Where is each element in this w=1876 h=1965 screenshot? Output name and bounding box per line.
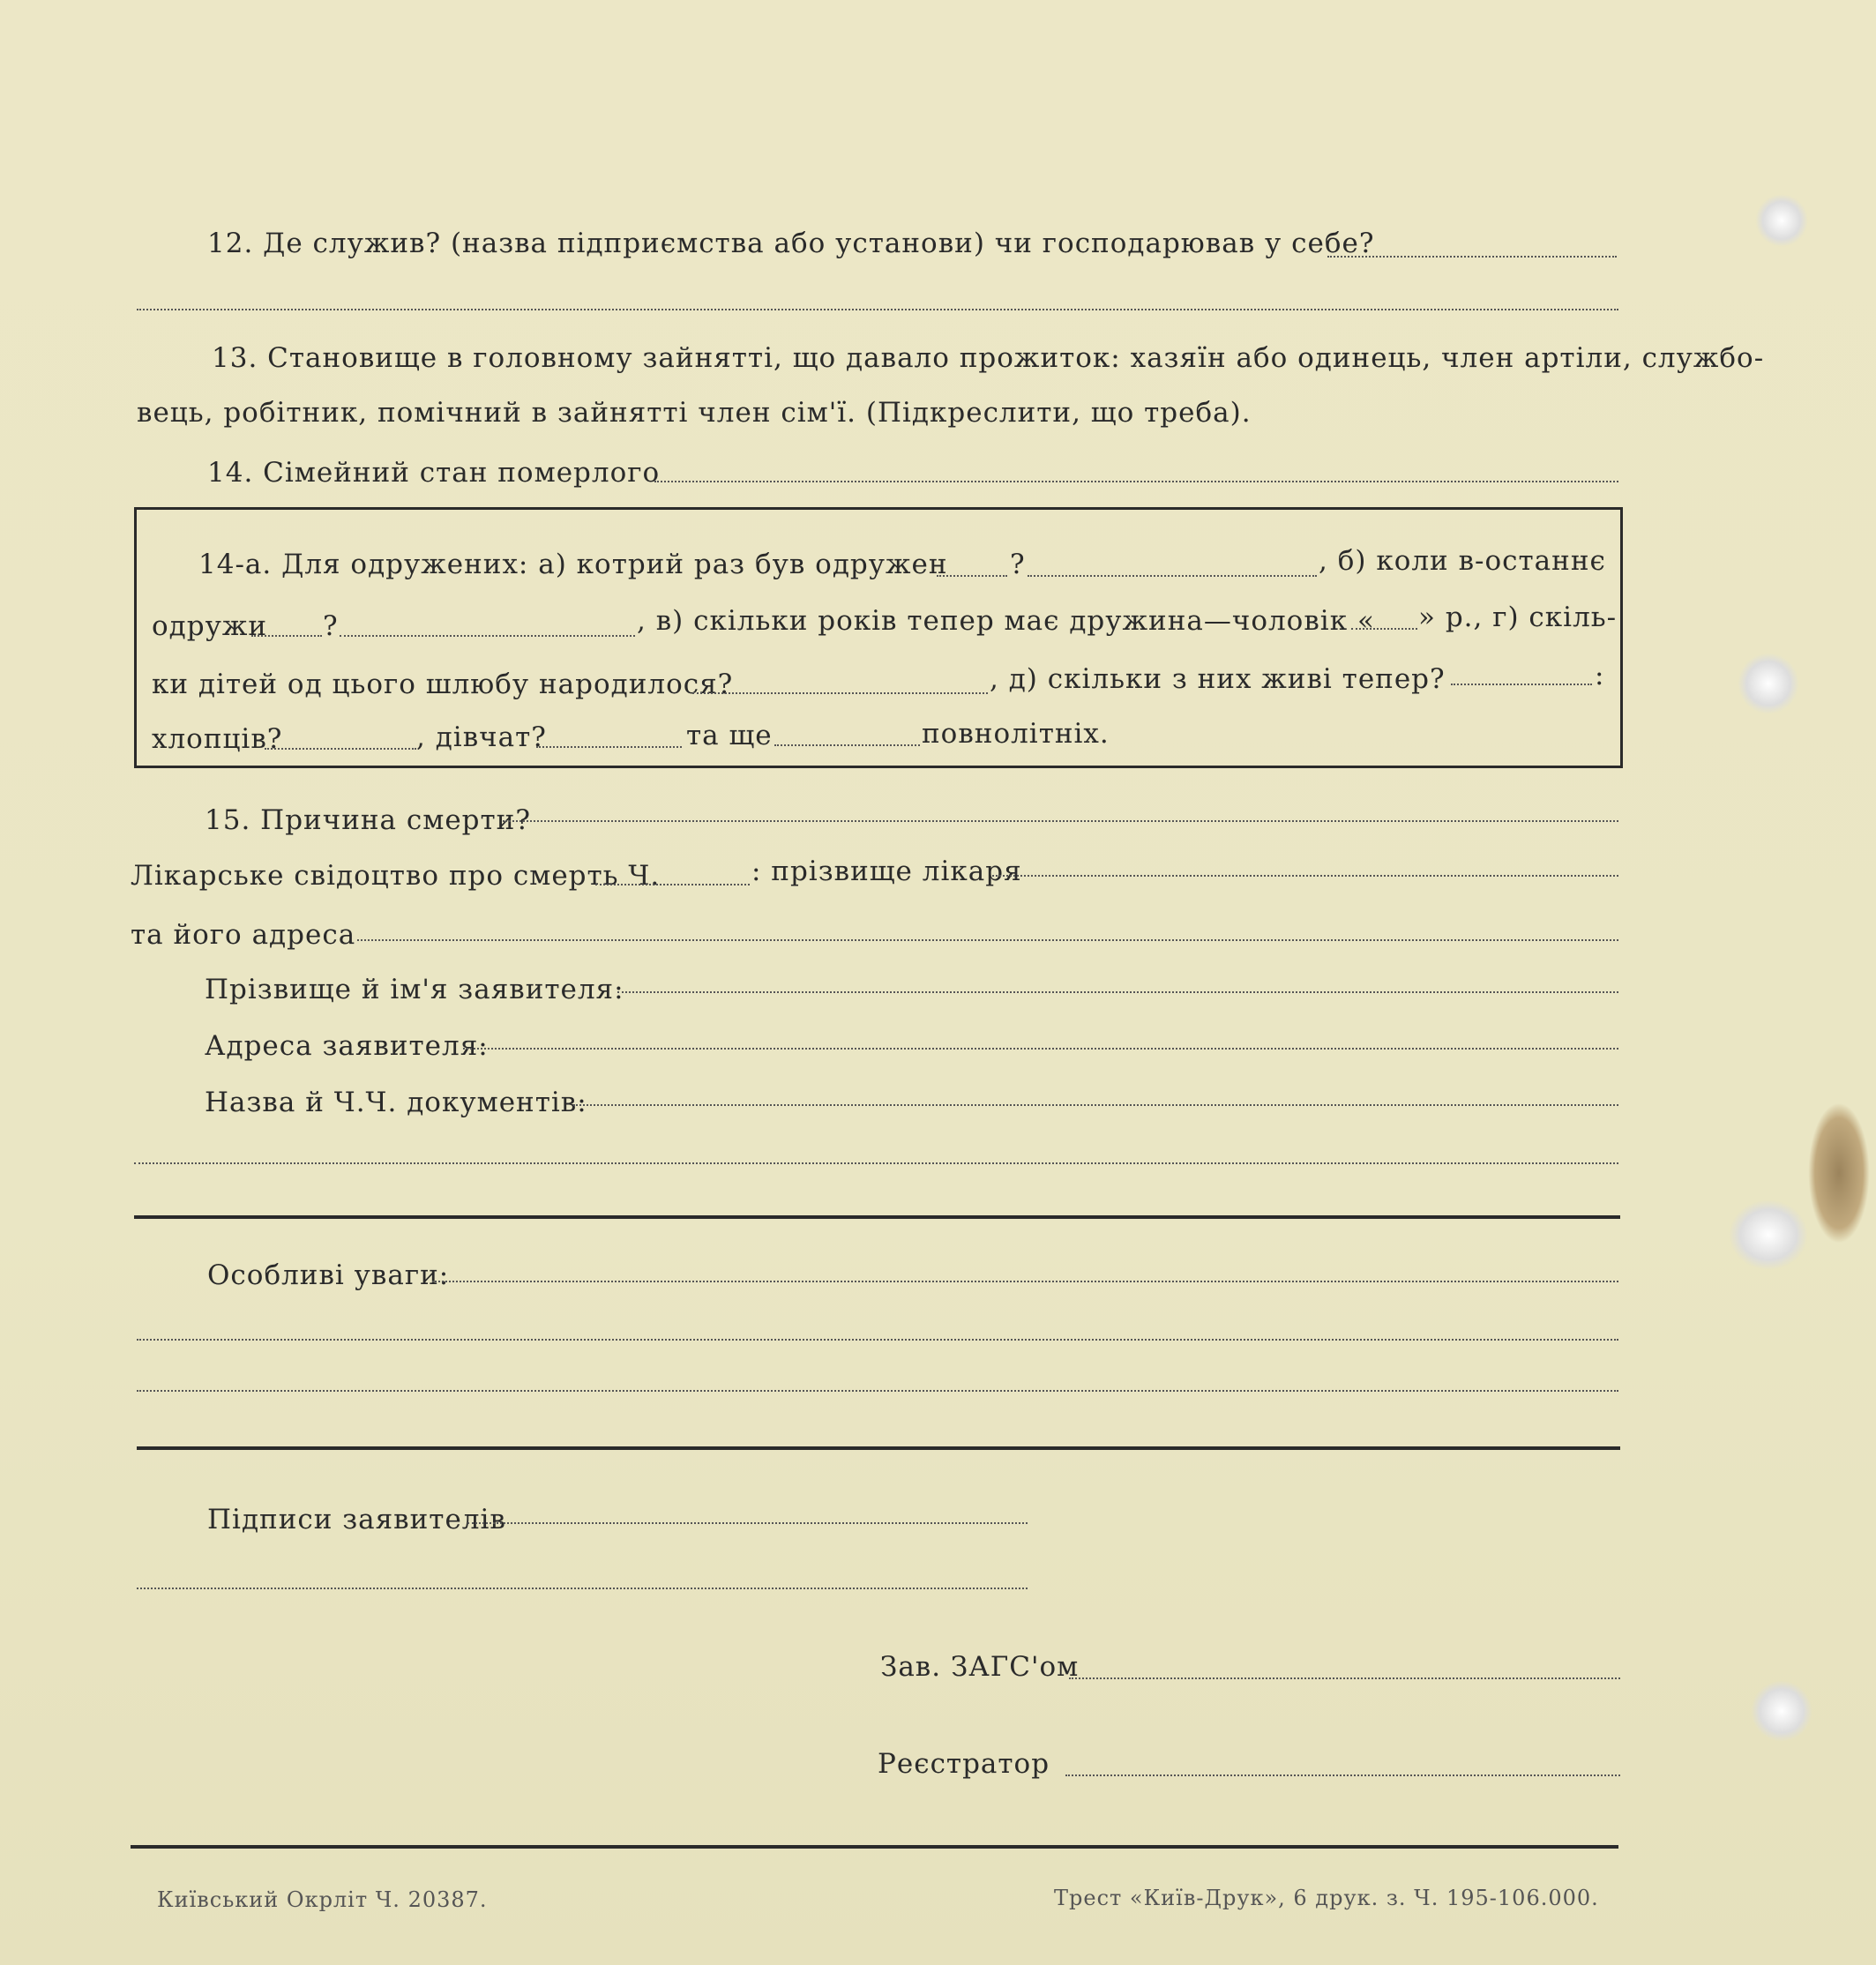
q14a-line3-c: : — [1595, 660, 1605, 691]
applicant-addr-label: Адреса заявителя: — [205, 1030, 489, 1062]
q14a-line2-a: одружи — [152, 610, 268, 642]
q14-fill — [654, 481, 1618, 482]
paper-hole — [1738, 653, 1799, 714]
q14a-line1-q: ? — [1010, 549, 1026, 580]
head-fill — [1069, 1677, 1620, 1679]
q14a-line4-c: та ще — [686, 720, 773, 751]
q14a-line3-a: ки дітей од цього шлюбу народилося? — [152, 669, 734, 700]
q14a-when-fill-2 — [340, 635, 635, 637]
applicant-name-fill — [617, 991, 1618, 993]
signatures-fill-1 — [467, 1522, 1028, 1524]
registrar-fill — [1065, 1774, 1620, 1776]
q14a-children-fill — [692, 692, 988, 694]
q14a-times-fill-2 — [1028, 575, 1317, 577]
documents-label: Назва й Ч.Ч. документів: — [205, 1087, 587, 1118]
doctor-label: : прізвище лікаря — [751, 855, 1022, 887]
med-cert-label: Лікарське свідоцтво про смерть Ч. — [131, 860, 661, 892]
doctor-addr-label: та його адреса — [131, 919, 356, 951]
signatures-label: Підписи заявителів — [207, 1504, 506, 1535]
q14a-line4-b: , дівчат? — [416, 721, 547, 753]
registrar-label: Реєстратор — [878, 1748, 1050, 1780]
q12-fill — [1327, 256, 1617, 258]
head-label: Зав. ЗАГС'ом — [880, 1651, 1080, 1683]
doctor-addr-fill — [357, 939, 1618, 941]
q14a-times-fill — [937, 575, 1007, 577]
q14a-girls-fill — [536, 746, 682, 748]
documents-fill — [573, 1104, 1618, 1106]
q14a-spouse-age-fill — [1351, 628, 1417, 630]
q14a-line2-b: , в) скільки років тепер має дружина—чоловік « — [637, 605, 1375, 637]
q13-line2: вець, робітник, помічний в зайнятті член сім'ї. (Підкреслити, що треба). — [137, 397, 1252, 429]
remarks-fill-2 — [137, 1339, 1618, 1341]
med-cert-fill — [595, 884, 750, 885]
q14a-adults-fill — [774, 744, 920, 746]
q14a-line3-b: , д) скільки з них живі тепер? — [990, 663, 1446, 695]
paper-hole — [1755, 194, 1808, 247]
q12-fill-2 — [137, 309, 1618, 310]
section-rule — [134, 1215, 1620, 1219]
paper-hole — [1729, 1199, 1808, 1270]
footer-right: Трест «Київ-Друк», 6 друк. з. Ч. 195-106.000. — [1054, 1886, 1599, 1910]
q14a-line4-a: хлопців? — [152, 723, 283, 755]
q15-label: 15. Причина смерти? — [205, 804, 531, 836]
q14a-line2-q: ? — [323, 610, 339, 642]
q13-line1: 13. Становище в головному зайнятті, що давало прожиток: хазяїн або одинець, член артіли, службо- — [212, 342, 1765, 374]
q14a-boys-fill — [265, 748, 416, 750]
paper-stain — [1808, 1102, 1870, 1244]
section-rule-2 — [137, 1446, 1620, 1450]
q14a-line4-d: повнолітніх. — [922, 718, 1110, 750]
q14a-line2-c: » р., г) скіль- — [1418, 601, 1618, 633]
footer-left: Київський Окрліт Ч. 20387. — [157, 1887, 488, 1912]
q14-label: 14. Сімейний стан померлого — [207, 457, 661, 489]
paper-hole — [1751, 1680, 1812, 1742]
doctor-fill — [992, 875, 1618, 877]
q14a-when-fill — [251, 635, 322, 637]
remarks-fill-3 — [137, 1390, 1618, 1392]
q12-label: 12. Де служив? (назва підприємства або установи) чи господарював у себе? — [207, 228, 1375, 259]
documents-fill-2 — [134, 1162, 1618, 1164]
remarks-label: Особливі уваги: — [207, 1259, 450, 1291]
bottom-rule — [131, 1845, 1618, 1849]
q15-fill — [503, 820, 1618, 822]
signatures-fill-2 — [137, 1588, 1028, 1589]
q14a-alive-fill — [1451, 684, 1592, 685]
q14a-line1-a: 14-а. Для одружених: а) котрий раз був одружен — [198, 549, 948, 580]
q14a-line1-b: , б) коли в-останнє — [1319, 545, 1606, 577]
applicant-addr-fill — [463, 1048, 1618, 1050]
applicant-name-label: Прізвище й ім'я заявителя: — [205, 974, 624, 1005]
remarks-fill-1 — [432, 1281, 1618, 1282]
